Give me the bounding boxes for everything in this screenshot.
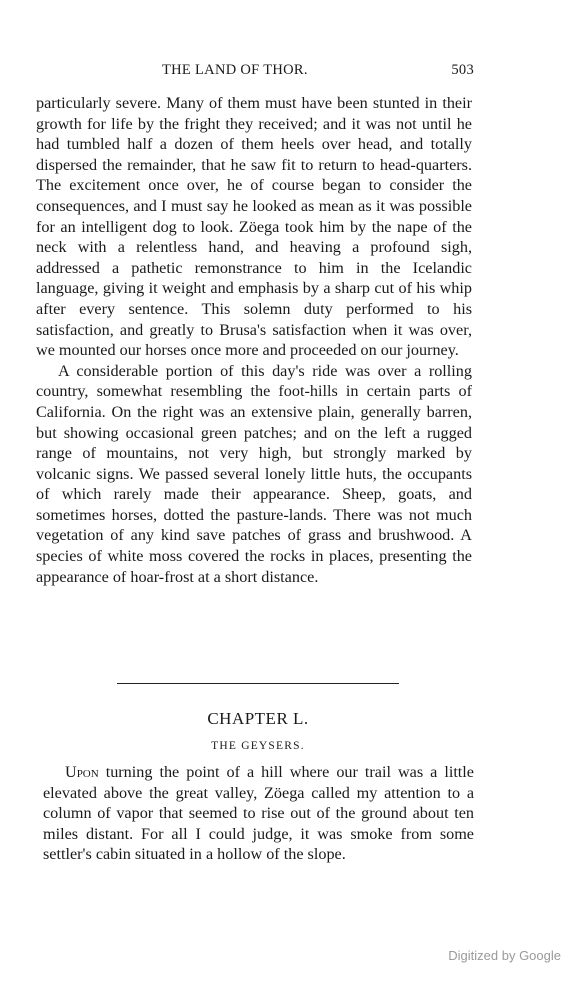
running-title: THE LAND OF THOR. bbox=[162, 62, 308, 78]
body-text bbox=[36, 93, 472, 587]
chapter-subtitle: THE GEYSERS. bbox=[211, 740, 305, 752]
chapter-lead-word: Upon bbox=[65, 763, 99, 781]
paragraph-continued: particularly severe. Many of them must have been stunted in their growth for life by the fright they received; and it was not until he had tumbled half a dozen of them heels over head, and totally dispersed the remainder, that he saw fit to return to head-quarters. The excitement once over, he of course began to consider the consequences, and I must say he looked as mean as it was possible for an intelligent dog to look. Zöega took him by the nape of the neck with a relentless hand, and heaving a profound sigh, addressed a pathetic remonstrance to him in the Icelandic language, giving it weight and emphasis by a sharp cut of his whip after every sentence. This solemn duty performed to his satisfaction, and greatly to Brusa's satisfaction when it was over, we mounted our horses once more and proceeded on our journey. bbox=[36, 94, 472, 360]
chapter-opening-paragraph bbox=[43, 762, 474, 865]
page-number: 503 bbox=[451, 62, 474, 78]
section-divider bbox=[117, 683, 399, 684]
chapter-paragraph-text: turning the point of a hill where our trail was a little elevated above the great valley, Zöega called my attention to a column of vapor that seemed to rise out of the ground about ten miles distant. For all I could judge, it was smoke from some settler's cabin situated in a hollow of the slope. bbox=[43, 763, 474, 864]
digitization-watermark: Digitized by Google bbox=[448, 948, 561, 963]
running-head bbox=[34, 62, 474, 84]
paragraph-day-ride: A considerable portion of this day's ride was over a rolling country, somewhat resembling the foot-hills in certain parts of California. On the right was an extensive plain, generally barren, but showing occasional green patches; and on the left a rugged range of mountains, not very high, but strongly marked by volcanic signs. We passed several lonely little huts, the occupants of which rarely made their appearance. Sheep, goats, and sometimes horses, dotted the pasture-lands. There was not much vegetation of any kind save patches of grass and brushwood. A species of white moss covered the rocks in places, presenting the appearance of hoar-frost at a short distance. bbox=[36, 361, 472, 586]
chapter-heading: CHAPTER L. bbox=[207, 709, 309, 728]
